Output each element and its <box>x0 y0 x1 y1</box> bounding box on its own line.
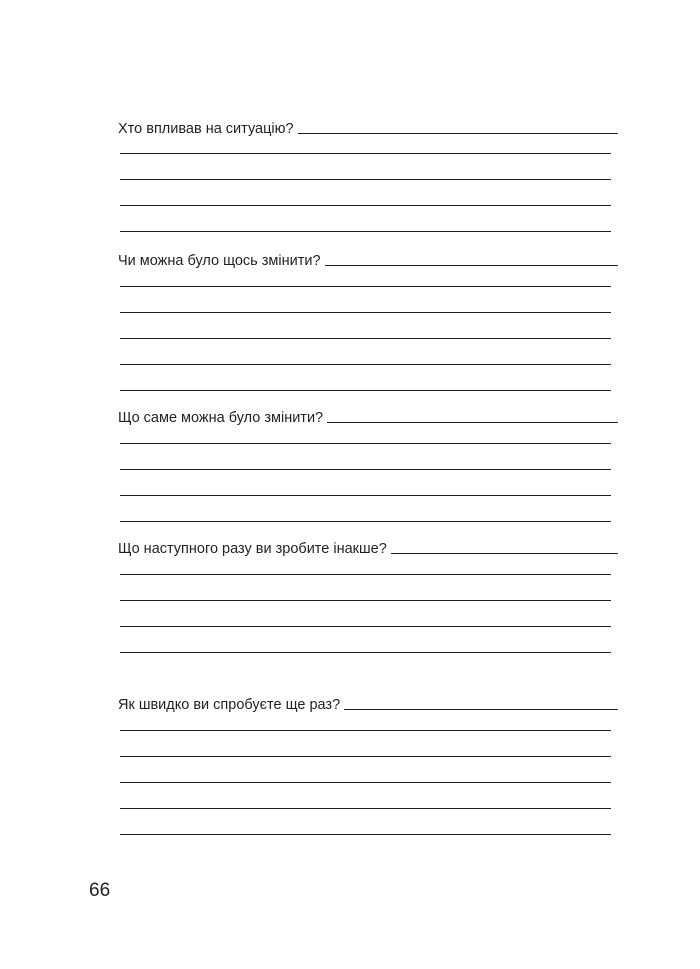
answer-lines <box>118 286 618 391</box>
answer-line[interactable] <box>120 286 611 287</box>
answer-line[interactable] <box>391 553 618 554</box>
question-row <box>118 248 618 270</box>
answer-line[interactable] <box>120 338 611 339</box>
answer-lines <box>118 730 618 835</box>
question-text: Що саме можна було змінити? <box>118 410 324 426</box>
answer-line[interactable] <box>120 231 611 232</box>
answer-line[interactable] <box>298 133 618 134</box>
question-row <box>118 692 618 714</box>
question-block-try-again <box>118 692 618 835</box>
answer-line[interactable] <box>120 495 611 496</box>
question-text: Як швидко ви спробуєте ще раз? <box>118 697 341 713</box>
question-text: Хто впливав на ситуацію? <box>118 121 294 137</box>
answer-line[interactable] <box>120 390 611 391</box>
answer-line[interactable] <box>120 808 611 809</box>
answer-line[interactable] <box>120 652 611 653</box>
answer-line[interactable] <box>120 730 611 731</box>
question-row <box>118 116 618 138</box>
answer-line[interactable] <box>120 179 611 180</box>
answer-line[interactable] <box>120 756 611 757</box>
answer-line[interactable] <box>327 422 618 423</box>
answer-lines <box>118 443 618 522</box>
question-block-influence <box>118 116 618 232</box>
answer-line[interactable] <box>120 782 611 783</box>
question-row <box>118 405 618 427</box>
answer-line[interactable] <box>120 364 611 365</box>
answer-line[interactable] <box>120 205 611 206</box>
answer-line[interactable] <box>120 600 611 601</box>
answer-line[interactable] <box>120 521 611 522</box>
question-row <box>118 536 618 558</box>
question-block-could-change <box>118 248 618 391</box>
answer-lines <box>118 153 618 232</box>
answer-line[interactable] <box>325 265 618 266</box>
question-block-what-change <box>118 405 618 522</box>
answer-line[interactable] <box>120 153 611 154</box>
answer-line[interactable] <box>120 574 611 575</box>
answer-line[interactable] <box>120 834 611 835</box>
question-text: Чи можна було щось змінити? <box>118 253 321 269</box>
answer-line[interactable] <box>120 469 611 470</box>
question-text: Що наступного разу ви зробите інакше? <box>118 541 387 557</box>
answer-line[interactable] <box>344 709 618 710</box>
page-number: 66 <box>89 880 111 901</box>
question-block-next-time <box>118 536 618 653</box>
answer-lines <box>118 574 618 653</box>
answer-line[interactable] <box>120 312 611 313</box>
answer-line[interactable] <box>120 443 611 444</box>
answer-line[interactable] <box>120 626 611 627</box>
